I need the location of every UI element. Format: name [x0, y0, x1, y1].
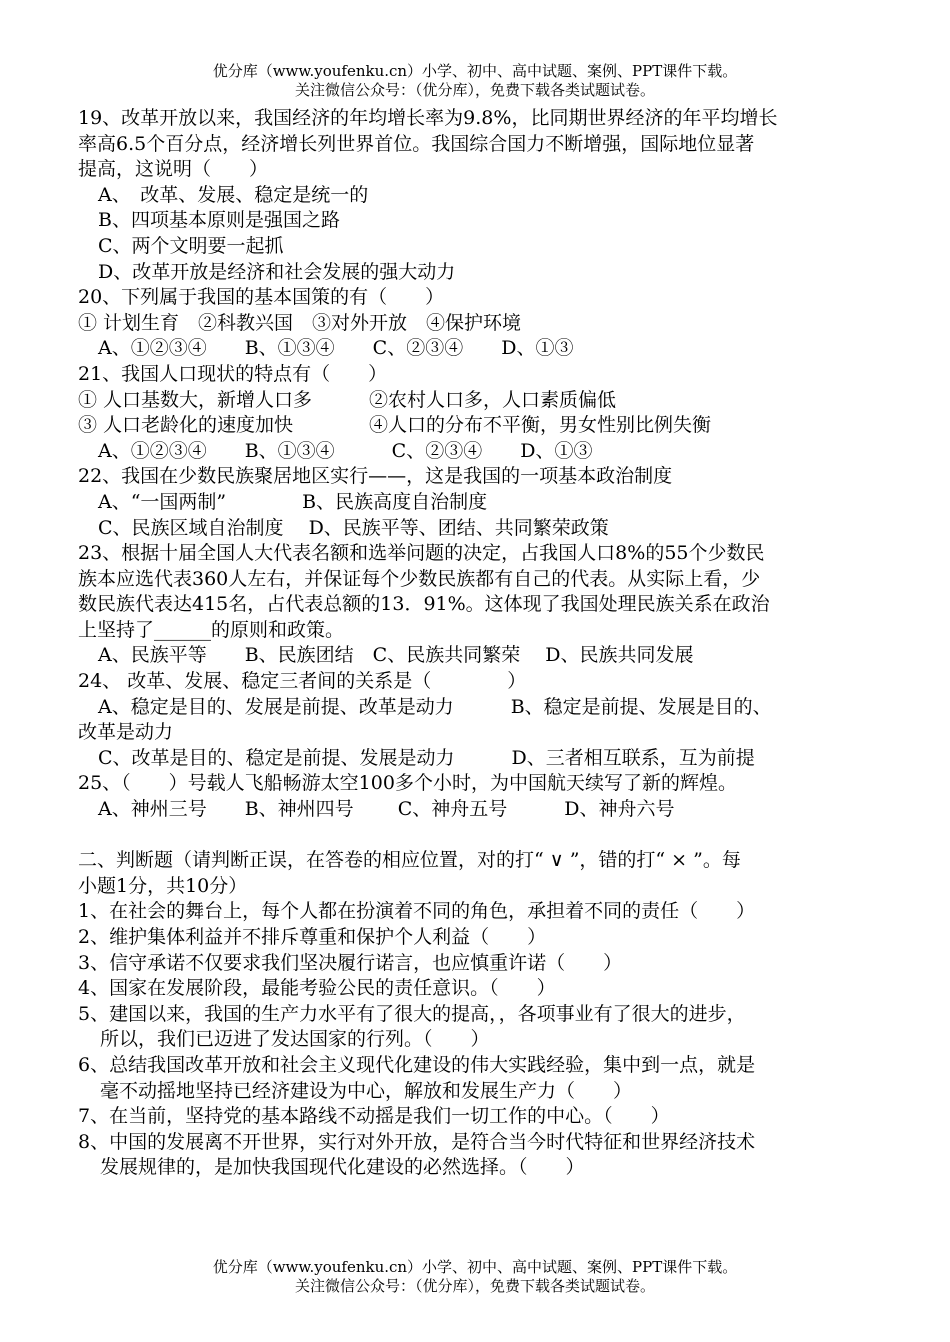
question-19: [78, 106, 878, 285]
question-items: ① 计划生育 ②科教兴国 ③对外开放 ④保护环境: [78, 311, 522, 334]
question-text: 率高6.5个百分点，经济增长列世界首位。我国综合国力不断增强，国际地位显著: [78, 132, 755, 155]
footer-line-2: 关注微信公众号：（优分库），免费下载各类试题试卷。: [294, 1277, 655, 1295]
judgement-item: 1、在社会的舞台上，每个人都在扮演着不同的角色，承担着不同的责任（ ）: [78, 900, 756, 923]
option-b: B、四项基本原则是强国之路: [98, 209, 340, 232]
header-line-2: 关注微信公众号：（优分库），免费下载各类试题试卷。: [294, 81, 655, 99]
options-line: C、民族区域自治制度 D、民族平等、团结、共同繁荣政策: [98, 516, 609, 539]
judgement-item: 发展规律的，是加快我国现代化建设的必然选择。（ ）: [100, 1156, 585, 1179]
question-text: 族本应选代表360人左右，并保证每个少数民族都有自己的代表。从实际上看，少: [78, 567, 761, 590]
question-items: ① 人口基数大，新增人口多 ②农村人口多，人口素质偏低: [78, 388, 617, 411]
option-a: A、 改革、发展、稳定是统一的: [98, 183, 369, 206]
options-line: A、稳定是目的、发展是前提、改革是动力 B、稳定是前提、发展是目的、: [98, 695, 772, 718]
judgement-item: 6、总结我国改革开放和社会主义现代化建设的伟大实践经验，集中到一点，就是: [78, 1053, 756, 1076]
question-items: ③ 人口老龄化的速度加快 ④人口的分布不平衡，男女性别比例失衡: [78, 414, 712, 437]
options-line: A、“一国两制” B、民族高度自治制度: [98, 490, 488, 513]
question-20: [78, 285, 878, 362]
option-d: D、改革开放是经济和社会发展的强大动力: [98, 260, 456, 283]
judgement-item: 所以，我们已迈进了发达国家的行列。（ ）: [100, 1028, 490, 1051]
question-text: 23、根据十届全国人大代表名额和选举问题的决定，占我国人口8%的55个少数民: [78, 542, 765, 565]
options-line: A、民族平等 B、民族团结 C、民族共同繁荣 D、民族共同发展: [98, 644, 694, 667]
judgement-item: 2、维护集体利益并不排斥尊重和保护个人利益（ ）: [78, 926, 547, 948]
section-title: 小题1分，共10分）: [78, 874, 248, 897]
question-22: [78, 464, 878, 541]
question-text: 19、改革开放以来，我国经济的年均增长率为9.8%，比同期世界经济的年平均增长: [78, 107, 778, 129]
options-line: A、神州三号 B、神州四号 C、神舟五号 D、神舟六号: [98, 798, 675, 821]
question-25: [78, 771, 878, 822]
section-2-judgement: [78, 848, 878, 1181]
options-line: A、①②③④ B、①③④ C、②③④ D、①③: [98, 337, 574, 360]
judgement-item: 3、信守承诺不仅要求我们坚决履行诺言，也应慎重许诺（ ）: [78, 951, 623, 974]
judgement-item: 8、中国的发展离不开世界，实行对外开放，是符合当今时代特征和世界经济技术: [78, 1130, 756, 1153]
exam-body: [78, 106, 878, 1181]
question-text: 数民族代表达415名，占代表总额的13．91%。这体现了我国处理民族关系在政治: [78, 593, 770, 616]
question-text: 提高，这说明（ ）: [78, 158, 269, 181]
page-header: [0, 62, 950, 100]
question-text: 21、我国人口现状的特点有（ ）: [78, 362, 388, 385]
question-21: [78, 362, 878, 464]
question-text: 20、下列属于我国的基本国策的有（ ）: [78, 286, 445, 309]
option-c: C、两个文明要一起抓: [98, 234, 284, 257]
options-line: 改革是动力: [78, 721, 174, 744]
question-23: [78, 541, 878, 669]
footer-line-1: 优分库（www.youfenku.cn）小学、初中、高中试题、案例、PPT课件下载。: [212, 1258, 738, 1276]
header-line-1: 优分库（www.youfenku.cn）小学、初中、高中试题、案例、PPT课件下载。: [212, 62, 738, 80]
question-text: 25、（ ）号载人飞船畅游太空100多个小时，为中国航天续写了新的辉煌。: [78, 772, 737, 795]
question-text: 上坚持了______的原则和政策。: [78, 618, 345, 641]
question-text: 22、我国在少数民族聚居地区实行——，这是我国的一项基本政治制度: [78, 465, 673, 488]
judgement-item: 5、建国以来，我国的生产力水平有了很大的提高，，各项事业有了很大的进步，: [78, 1002, 746, 1025]
judgement-item: 4、国家在发展阶段，最能考验公民的责任意识。（ ）: [78, 977, 556, 1000]
options-line: A、①②③④ B、①③④ C、②③④ D、①③: [98, 439, 593, 462]
judgement-item: 毫不动摇地坚持已经济建设为中心，解放和发展生产力（ ）: [100, 1079, 633, 1102]
page-footer: [0, 1258, 950, 1296]
section-title: 二、判断题（请判断正误，在答卷的相应位置，对的打“ ∨ ”，错的打“ × ”。每: [78, 849, 741, 872]
question-text: 24、 改革、发展、稳定三者间的关系是（ ）: [78, 670, 527, 693]
question-24: [78, 669, 878, 771]
judgement-item: 7、在当前，坚持党的基本路线不动摇是我们一切工作的中心。（ ）: [78, 1105, 670, 1128]
options-line: C、改革是目的、稳定是前提、发展是动力 D、三者相互联系，互为前提: [98, 746, 755, 769]
section-gap: [78, 823, 878, 849]
